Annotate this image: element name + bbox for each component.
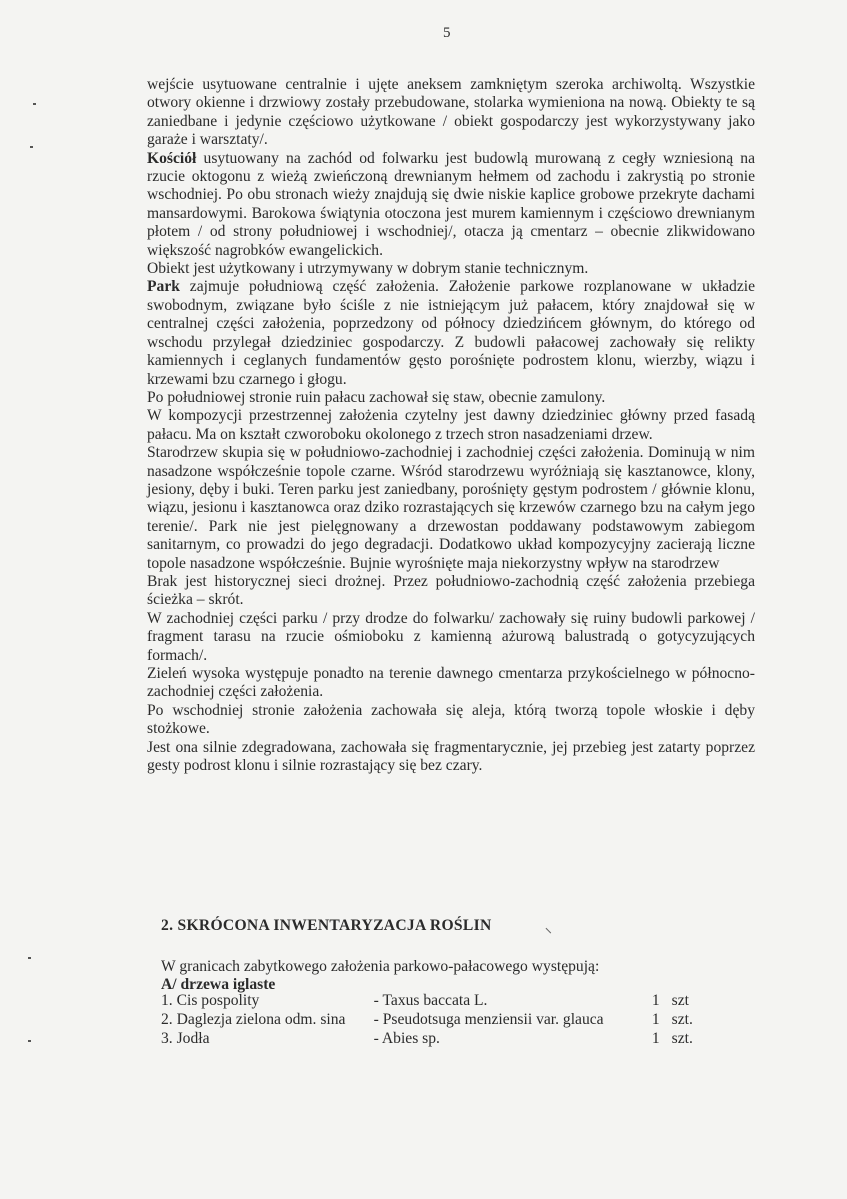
page-number: 5	[443, 25, 451, 41]
paragraph	[147, 260, 755, 278]
paragraph-text: zajmuje południową część założenia. Założenie parkowe rozplanowane w układzie swobodnym, związane było ściśle z nie istniejącym już pałacem, który znajdował się w centralnej części założenia, poprzedzony od północy dziedzińcem głównym, do którego od wschodu przylegał dziedziniec gospodarczy. Z budowli pałacowej zachowały się relikty kamiennych i ceglanych fundamentów gęsto porośnięte podrostem klonu, wierzby, wiązu i krzewami bzu czarnego i głogu.	[147, 278, 755, 388]
paragraph-text: Brak jest historycznej sieci drożnej. Przez południowo-zachodnią część założenia przebiega ścieżka – skrót.	[147, 572, 755, 609]
section-subheading: A/ drzewa iglaste	[161, 976, 276, 993]
table-row	[161, 1030, 701, 1049]
species-quantity: 1	[651, 1030, 660, 1047]
species-name: 3. Jodła	[161, 1030, 210, 1047]
paragraph-text: Zieleń wysoka występuje ponadto na terenie dawnego cmentarza przykościelnego w północno-zachodniej części założenia.	[147, 665, 755, 701]
paragraph	[147, 389, 755, 407]
scan-mark	[28, 1040, 31, 1042]
paragraph	[147, 702, 755, 739]
species-name: 1. Cis pospolity	[161, 992, 260, 1009]
species-unit: szt	[671, 992, 689, 1009]
paragraph	[147, 407, 755, 444]
species-latin: - Taxus baccata L.	[373, 992, 488, 1009]
table-row	[161, 1011, 701, 1030]
species-quantity: 1	[651, 1011, 660, 1028]
paragraph-text: Po południowej stronie ruin pałacu zachował się staw, obecnie zamulony.	[147, 388, 606, 406]
paragraph-lead: Park	[147, 278, 180, 296]
paragraph-text: Jest ona silnie zdegradowana, zachowała się fragmentarycznie, jej przebieg jest zatarty poprzez gesty podrost klonu i silnie rozrastający się bez czary.	[147, 738, 755, 775]
scan-mark	[28, 957, 31, 959]
paragraph-text: wejście usytuowane centralnie i ujęte aneksem zamkniętym szeroka archiwoltą. Wszystkie otwory okienne i drzwiowy zostały przebudowane, stolarka wymieniona na nową. Obiekty te są zaniedbane i jedynie częściowo użytkowane / obiekt gospodarczy jest wykorzystywany jako garaże i warsztaty/.	[147, 76, 755, 149]
species-unit: szt.	[671, 1030, 693, 1047]
species-latin: - Pseudotsuga menziensii var. glauca	[373, 1011, 604, 1028]
paragraph	[147, 278, 755, 388]
scan-mark	[33, 103, 36, 105]
pen-mark	[546, 924, 556, 934]
species-latin: - Abies sp.	[373, 1030, 440, 1047]
paragraph-text: Starodrzew skupia się w południowo-zachodniej i zachodniej części założenia. Dominują w nim nasadzone współcześnie topole czarne. Wśród starodrzewu wyróżniają się kasztanowce, klony, jesiony, dęby i buki. Teren parku jest zaniedbany, porośnięty gęstym podrostem / głównie klonu, wiązu, jesionu i kasztanowca oraz dziko rozrastających się krzewów czarnego bzu na całym jego terenie/. Park nie jest pielęgnowany a drzewostan poddawany podstawowym zabiegom sanitarnym, co prowadzi do jego degradacji. Dodatkowo układ kompozycyjny zacierają liczne topole nasadzone współcześnie. Bujnie wyrośnięte maja niekorzystny wpływ na starodrzew	[147, 444, 755, 572]
section-intro: W granicach zabytkowego założenia parkowo-pałacowego występują:	[161, 958, 600, 975]
body-text	[147, 76, 755, 775]
paragraph-text: Obiekt jest użytkowany i utrzymywany w dobrym stanie technicznym.	[147, 260, 589, 278]
paragraph	[147, 665, 755, 702]
paragraph	[147, 573, 755, 610]
species-table	[161, 992, 701, 1049]
paragraph	[147, 444, 755, 573]
paragraph	[147, 150, 755, 260]
species-unit: szt.	[671, 1011, 693, 1028]
section-heading: 2. SKRÓCONA INWENTARYZACJA ROŚLIN	[161, 917, 492, 934]
table-row	[161, 992, 701, 1011]
paragraph	[147, 76, 755, 150]
species-quantity: 1	[651, 992, 660, 1009]
paragraph-text: Po wschodniej stronie założenia zachowała się aleja, którą tworzą topole włoskie i dęby stożkowe.	[147, 701, 755, 738]
species-name: 2. Daglezja zielona odm. sina	[161, 1011, 346, 1028]
paragraph-text: W zachodniej części parku / przy drodze do folwarku/ zachowały się ruiny budowli parkowej / fragment tarasu na rzucie ośmioboku z kamienną ażurową balustradą o gotycyzujących formach/.	[147, 609, 755, 664]
paragraph	[147, 739, 755, 776]
paragraph-text: usytuowany na zachód od folwarku jest budowlą murowaną z cegły wzniesioną na rzucie oktogonu z wieżą zwieńczoną drewnianym hełmem od zachodu i zakrystią po stronie wschodniej. Po obu stronach wieży znajdują się dwie niskie kaplice grobowe przekryte dachami mansardowymi. Barokowa świątynia otoczona jest murem kamiennym i częściowo drewnianym płotem / od strony południowej i wschodniej/, otacza ją cmentarz – obecnie zlikwidowano większość nagrobków ewangelickich.	[147, 149, 755, 259]
paragraph	[147, 610, 755, 665]
scan-mark	[30, 146, 33, 148]
paragraph-lead: Kościół	[147, 149, 197, 167]
paragraph-text: W kompozycji przestrzennej założenia czytelny jest dawny dziedziniec główny przed fasadą pałacu. Ma on kształt czworoboku okolonego z trzech stron nasadzeniami drzew.	[147, 407, 755, 443]
